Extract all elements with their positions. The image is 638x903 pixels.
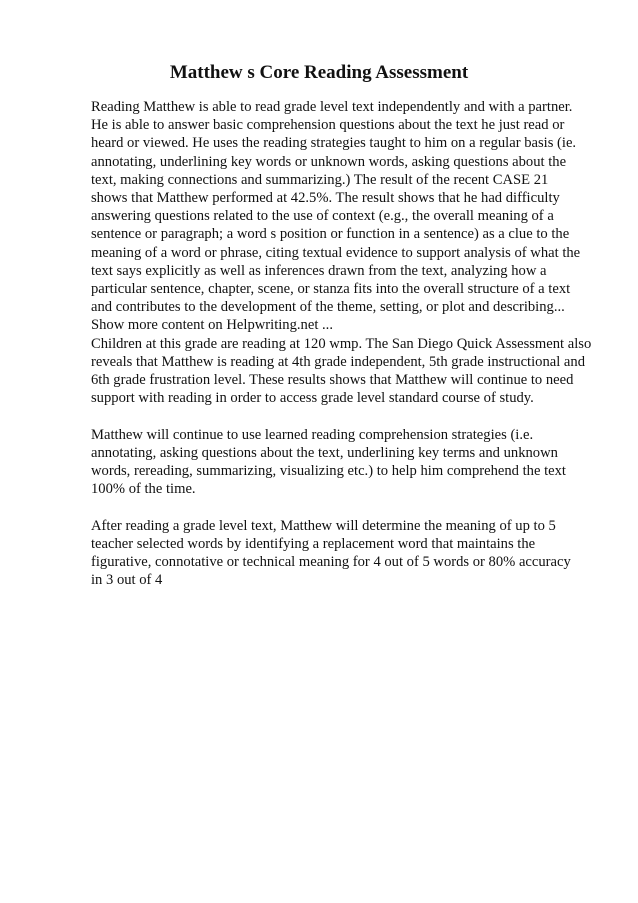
body-line: text, making connections and summarizing.) The result of the recent CASE 21 xyxy=(91,171,549,188)
body-line: After reading a grade level text, Matthew will determine the meaning of up to 5 xyxy=(91,517,556,534)
body-line: annotating, underlining key words or unknown words, asking questions about the xyxy=(91,153,567,170)
body-line: text says explicitly as well as inferences drawn from the text, analyzing how a xyxy=(91,262,547,279)
body-line: heard or viewed. He uses the reading strategies taught to him on a regular basis (ie. xyxy=(91,135,577,152)
body-line: shows that Matthew performed at 42.5%. The result shows that he had difficulty xyxy=(91,190,560,207)
body-line: reveals that Matthew is reading at 4th grade independent, 5th grade instructional and xyxy=(91,353,585,370)
body-line: 6th grade frustration level. These results shows that Matthew will continue to need xyxy=(91,372,574,389)
body-line: and contributes to the development of the theme, setting, or plot and describing... xyxy=(91,299,565,316)
body-line: Matthew will continue to use learned reading comprehension strategies (i.e. xyxy=(91,426,534,443)
paragraph-gap xyxy=(91,498,601,516)
body-line: sentence or paragraph; a word s position or function in a sentence) as a clue to the xyxy=(91,226,570,243)
body-line: Children at this grade are reading at 120 wmp. The San Diego Quick Assessment also xyxy=(91,335,592,352)
body-line: in 3 out of 4 xyxy=(91,572,163,589)
body-line: 100% of the time. xyxy=(91,481,196,498)
body-line: figurative, connotative or technical meaning for 4 out of 5 words or 80% accuracy xyxy=(91,554,571,571)
body-line: particular sentence, chapter, scene, or stanza fits into the overall structure of a text xyxy=(91,281,571,298)
paragraph-gap xyxy=(91,407,601,425)
body-line: answering questions related to the use of context (e.g., the overall meaning of a xyxy=(91,208,554,225)
body-line: He is able to answer basic comprehension questions about the text he just read or xyxy=(91,117,565,134)
body-line: Reading Matthew is able to read grade level text independently and with a partner. xyxy=(91,99,573,115)
body-line: teacher selected words by identifying a replacement word that maintains the xyxy=(91,535,536,552)
body-line: words, rereading, summarizing, visualizing etc.) to help him comprehend the text xyxy=(91,463,566,480)
body-line: support with reading in order to access grade level standard course of study. xyxy=(91,390,534,407)
page-title: Matthew s Core Reading Assessment xyxy=(169,62,469,83)
show-more-link[interactable]: Show more content on Helpwriting.net ... xyxy=(91,317,333,334)
document-body xyxy=(91,98,601,589)
body-line: meaning of a word or phrase, citing textual evidence to support analysis of what the xyxy=(91,244,581,261)
body-line: annotating, asking questions about the text, underlining key terms and unknown xyxy=(91,444,558,461)
